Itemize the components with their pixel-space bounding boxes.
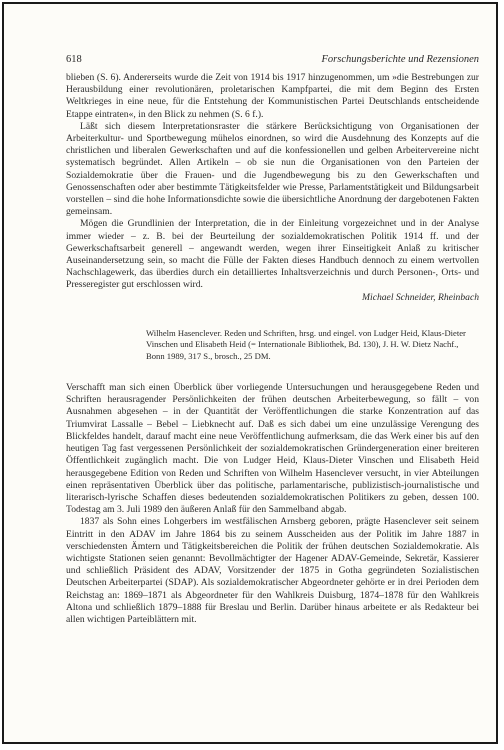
review-1-paragraph-3: Mögen die Grundlinien der Interpretation, die in der Einleitung vorgezeichnet und in der Analyse immer wieder – z. B. bei der Beurteilung der sozialdemokratischen Politik 1914 ff. und der Gewerkschaftsarbeit generell – angewandt werden, wegen ihrer Einseitigkeit Anlaß zu kritischer Auseinandersetzung sein, so macht die Fülle der Fakten dieses Handbuch dennoch zu einem wertvollen Nachschlagewerk, das überdies durch ein detailliertes Inhaltsverzeichnis und durch Personen-, Orts- und Presseregister gut erschlossen wird. [66, 218, 479, 291]
review-1 [66, 72, 479, 304]
reviewer-signature: Michael Schneider, Rheinbach [362, 291, 479, 303]
review-1-paragraph-1: blieben (S. 6). Andererseits wurde die Zeit von 1914 bis 1917 hinzugenommen, um »die Bestrebungen zur Herausbildung einer revolutionären, proletarischen Kampfpartei, die mit dem Beginn des Ersten Weltkrieges in eine neue, für die Entstehung der Kommunistischen Partei Deutschlands entscheidende Etappe eintraten«, in den Blick zu nehmen (S. 6 f.). [66, 72, 479, 120]
page-number: 618 [66, 54, 82, 65]
running-head: Forschungsberichte und Rezensionen [321, 54, 479, 65]
review-2 [66, 382, 479, 626]
book-citation: Wilhelm Hasenclever. Reden und Schriften, hrsg. und eingel. von Ludger Heid, Klaus-Dieter Vinschen und Elisabeth Heid (= Internationale Bibliothek, Bd. 130), J. H. W. Dietz Nachf., Bonn 1989, 317 S., brosch., 25 DM. [146, 327, 466, 361]
review-1-paragraph-2: Läßt sich diesem Interpretationsraster die stärkere Berücksichtigung von Organisationen der Arbeiterkultur- und Sportbewegung mühelos einordnen, so wird die Ausdehnung des Konzepts auf die christlichen und liberalen Gewerkschaften und auf die konfessionellen und gelben Arbeitervereine nicht systematisch begründet. Allen Artikeln – ob sie nun die Organisationen von den Parteien der Sozialdemokratie über die Frauen- und die Jugendbewegung bis zu den Gewerkschaften und Genossenschaften oder aber bestimmte Tätigkeitsfelder wie Presse, Parlamentstätigkeit und Bildungsarbeit vorstellen – sind die hohe Informationsdichte sowie die übersichtliche Anordnung der dargebotenen Fakten gemeinsam. [66, 120, 479, 218]
page-frame [2, 2, 498, 744]
review-2-paragraph-2: 1837 als Sohn eines Lohgerbers im westfälischen Arnsberg geboren, prägte Hasenclever seit seinem Eintritt in den ADAV im Jahre 1864 bis zu seinem Ausscheiden aus der Politik im Jahre 1887 in verschiedensten Ämtern und Tätigkeitsbereichen die Politik der frühen deutschen Sozialdemokratie. Als wichtigste Stationen seien genannt: Bevollmächtigter der Hagener ADAV-Gemeinde, Sekretär, Kassierer und schließlich Präsident des ADAV, Vorsitzender der 1875 in Gotha gegründeten Sozialistischen Deutschen Arbeiterpartei (SDAP). Als sozialdemokratischer Abgeordneter gehörte er in drei Perioden dem Reichstag an: 1869–1871 als Abgeordneter für den Wahlkreis Duisburg, 1874–1878 für den Wahlkreis Altona und schließlich 1879–1888 für Breslau und Berlin. Darüber hinaus arbeitete er als Redakteur bei allen wichtigen Parteiblättern mit. [66, 516, 479, 625]
document-page [66, 54, 479, 626]
review-2-paragraph-1: Verschafft man sich einen Überblick über vorliegende Untersuchungen und herausgegebene Reden und Schriften herausragender Persönlichkeiten der frühen deutschen Arbeiterbewegung, so fällt – von Ausnahmen abgesehen – in der Quantität der Veröffentlichungen die starke Konzentration auf das Triumvirat Lassalle – Bebel – Liebknecht auf. Daß es sich dabei um eine unzulässige Verengung des Blickfeldes handelt, darauf macht eine neue Veröffentlichung aufmerksam, die das Werk einer bis auf den heutigen Tag fast vergessenen Persönlichkeit der sozialdemokratischen Gründergeneration einer breiteren Öffentlichkeit zugänglich macht. Die von Ludger Heid, Klaus-Dieter Vinschen und Elisabeth Heid herausgegebene Edition von Reden und Schriften von Wilhelm Hasenclever versucht, in vier Abteilungen einen repräsentativen Überblick über das politische, parlamentarische, publizistisch-journalistische und literarisch-lyrische Schaffen dieses bedeutenden sozialdemokratischen Politikers zu geben, dessen 100. Todestag am 3. Juli 1989 den äußeren Anlaß für den Sammelband abgab. [66, 382, 479, 516]
page-header [66, 54, 479, 72]
